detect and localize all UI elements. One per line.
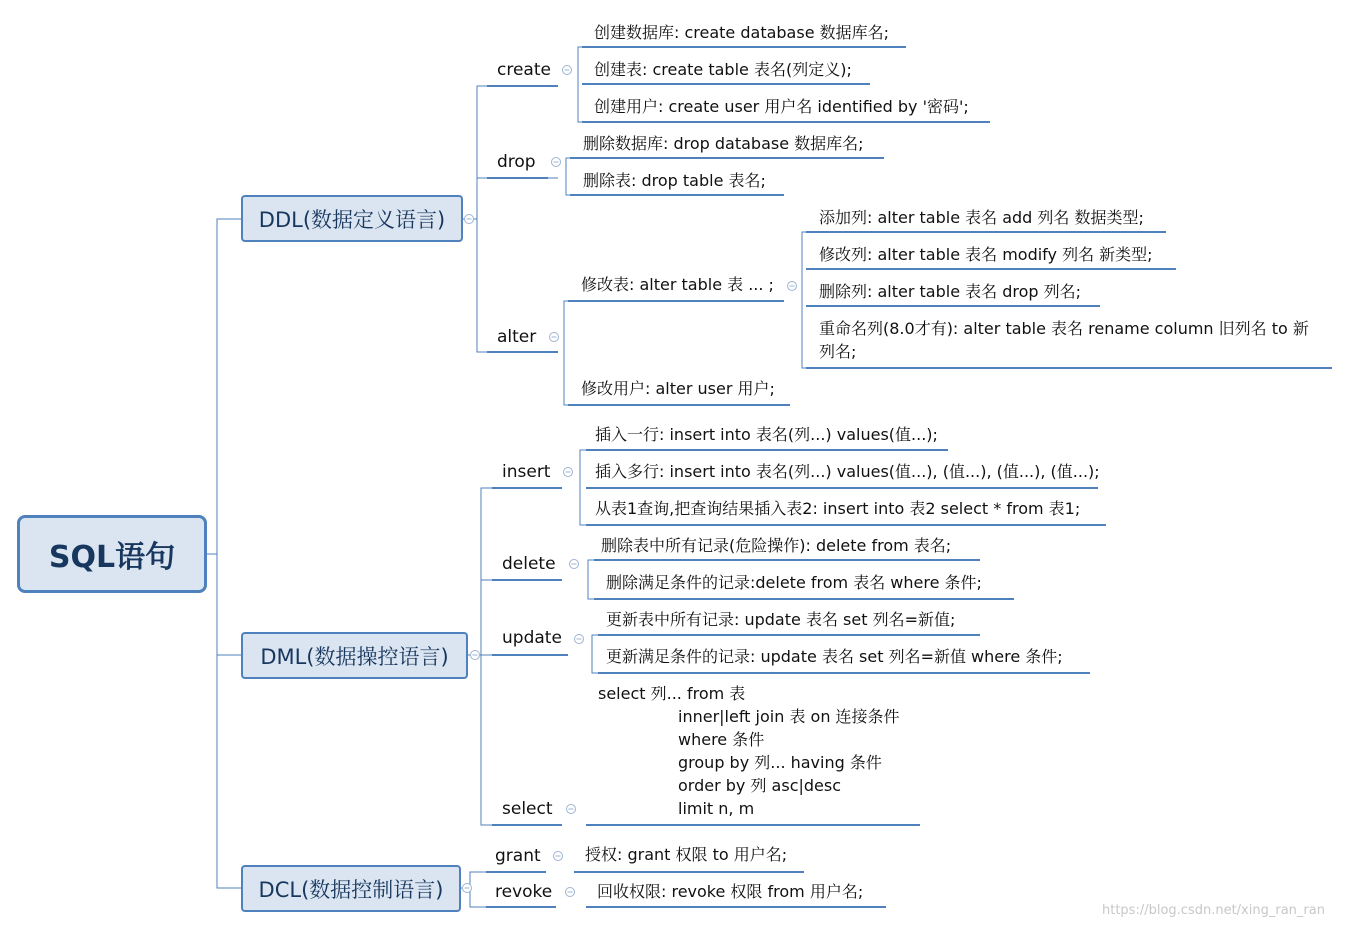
modify-column-item[interactable]: 修改列: alter table 表名 modify 列名 新类型; (819, 245, 1153, 264)
delete-all-item[interactable]: 删除表中所有记录(危险操作): delete from 表名; (601, 536, 952, 555)
revoke-item[interactable]: 回收权限: revoke 权限 from 用户名; (597, 882, 864, 901)
create-table-item[interactable]: 创建表: create table 表名(列定义); (594, 60, 852, 79)
watermark: https://blog.csdn.net/xing_ran_ran (1102, 903, 1325, 918)
select-line: group by 列... having 条件 (678, 753, 882, 772)
drop-table-item[interactable]: 删除表: drop table 表名; (583, 171, 766, 190)
create-user-item[interactable]: 创建用户: create user 用户名 identified by '密码'; (594, 97, 969, 116)
revoke-node[interactable]: revoke (495, 882, 553, 902)
select-line: limit n, m (678, 799, 755, 818)
drop-database-item[interactable]: 删除数据库: drop database 数据库名; (583, 134, 864, 153)
add-column-item[interactable]: 添加列: alter table 表名 add 列名 数据类型; (819, 208, 1144, 227)
alter-table-item[interactable]: 修改表: alter table 表 ... ; (581, 275, 774, 294)
root-node[interactable]: SQL语句 (17, 515, 207, 593)
ddl-node[interactable]: DDL(数据定义语言) (241, 195, 463, 242)
select-line: select 列... from 表 (598, 684, 746, 703)
update-all-item[interactable]: 更新表中所有记录: update 表名 set 列名=新值; (606, 610, 956, 629)
rename-column-item[interactable]: 重命名列(8.0才有): alter table 表名 rename column 旧列名 to 新 (819, 319, 1309, 338)
insert-one-item[interactable]: 插入一行: insert into 表名(列...) values(值...); (595, 425, 938, 444)
drop-column-item[interactable]: 删除列: alter table 表名 drop 列名; (819, 282, 1082, 301)
alter-user-item[interactable]: 修改用户: alter user 用户; (581, 379, 775, 398)
select-line: where 条件 (678, 730, 765, 749)
create-database-item[interactable]: 创建数据库: create database 数据库名; (594, 23, 890, 42)
delete-where-item[interactable]: 删除满足条件的记录:delete from 表名 where 条件; (606, 573, 982, 592)
update-where-item[interactable]: 更新满足条件的记录: update 表名 set 列名=新值 where 条件; (606, 647, 1063, 666)
select-line: inner|left join 表 on 连接条件 (678, 707, 900, 726)
dcl-node[interactable]: DCL(数据控制语言) (241, 865, 461, 912)
grant-item[interactable]: 授权: grant 权限 to 用户名; (585, 845, 788, 864)
alter-node[interactable]: alter (497, 327, 537, 347)
insert-many-item[interactable]: 插入多行: insert into 表名(列...) values(值...), (值...), (值...), (值...); (595, 462, 1100, 481)
insert-node[interactable]: insert (502, 462, 551, 482)
insert-select-item[interactable]: 从表1查询,把查询结果插入表2: insert into 表2 select * from 表1; (595, 499, 1081, 518)
select-node[interactable]: select (502, 799, 553, 819)
rename-column-item-cont: 列名; (819, 342, 857, 361)
delete-node[interactable]: delete (502, 554, 556, 574)
select-line: order by 列 asc|desc (678, 776, 842, 795)
update-node[interactable]: update (502, 628, 562, 648)
drop-node[interactable]: drop (497, 152, 536, 172)
grant-node[interactable]: grant (495, 846, 541, 866)
create-node[interactable]: create (497, 60, 551, 80)
dml-node[interactable]: DML(数据操控语言) (241, 632, 468, 679)
